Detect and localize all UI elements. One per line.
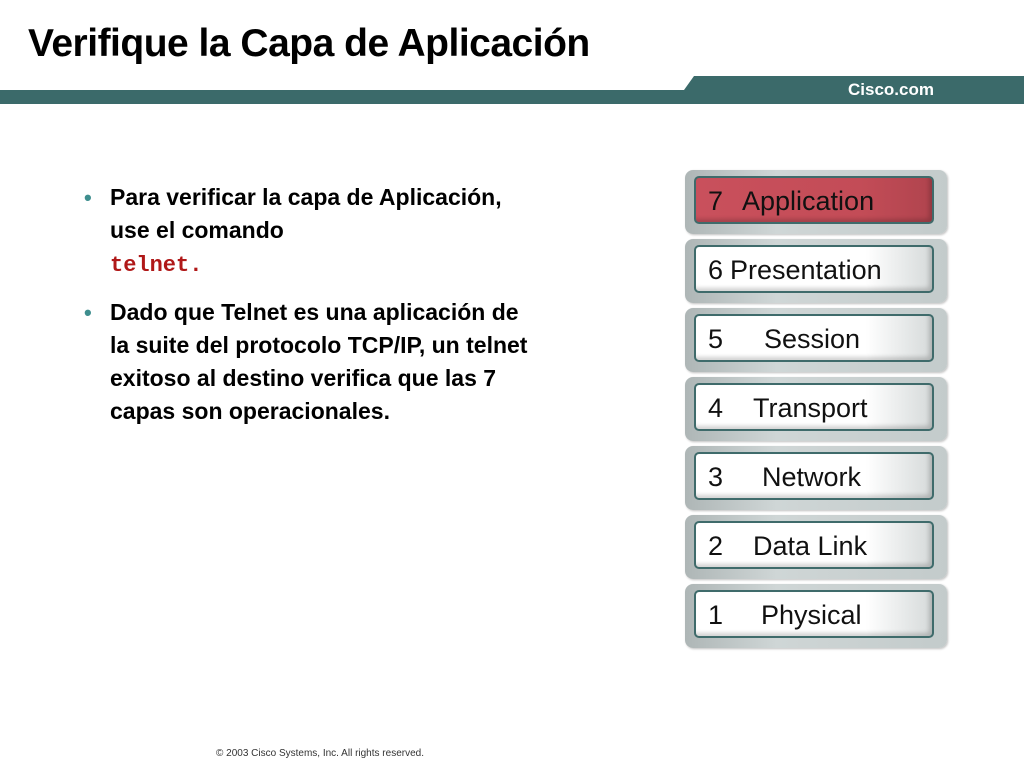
telnet-command: telnet.	[110, 253, 203, 278]
bullet-icon: •	[84, 185, 92, 210]
layer-name: Physical	[761, 600, 862, 630]
osi-layer-4	[685, 377, 947, 441]
layer-name: Application	[742, 186, 875, 216]
layer-number: 5	[708, 324, 724, 354]
layer-number: 1	[708, 600, 724, 630]
osi-layer-3	[685, 446, 947, 510]
layer-number: 6	[708, 255, 724, 285]
bullet-2-text: Dado que Telnet es una aplicación de la suite del protocolo TCP/IP, un telnet exitoso al destino verifica que las 7 capas son operacionales.	[110, 299, 528, 424]
layer-number: 3	[708, 462, 724, 492]
osi-layer-1	[685, 584, 947, 648]
brand-logo-text: Cisco.com	[848, 80, 934, 99]
layer-name: Data Link	[753, 531, 868, 561]
osi-layer-stack	[685, 170, 949, 653]
bullet-item-1	[82, 181, 542, 282]
osi-layer-7	[685, 170, 947, 234]
bullet-1-text: Para verificar la capa de Aplicación, use el comando	[110, 184, 502, 243]
osi-layer-2	[685, 515, 947, 579]
layer-number: 4	[708, 393, 724, 423]
bullet-icon: •	[84, 300, 92, 325]
layer-name: Transport	[753, 393, 868, 423]
bullet-list	[82, 181, 542, 442]
layer-name: Network	[762, 462, 862, 492]
bullet-item-2	[82, 296, 542, 428]
osi-layer-6	[685, 239, 947, 303]
layer-name: Presentation	[730, 255, 882, 285]
layer-number: 7	[708, 186, 724, 216]
layer-name: Session	[764, 324, 861, 354]
layer-number: 2	[708, 531, 724, 561]
page-title: Verifique la Capa de Aplicación	[28, 22, 590, 65]
copyright-footer: © 2003 Cisco Systems, Inc. All rights reserved.	[215, 748, 424, 759]
osi-layer-5	[685, 308, 947, 372]
